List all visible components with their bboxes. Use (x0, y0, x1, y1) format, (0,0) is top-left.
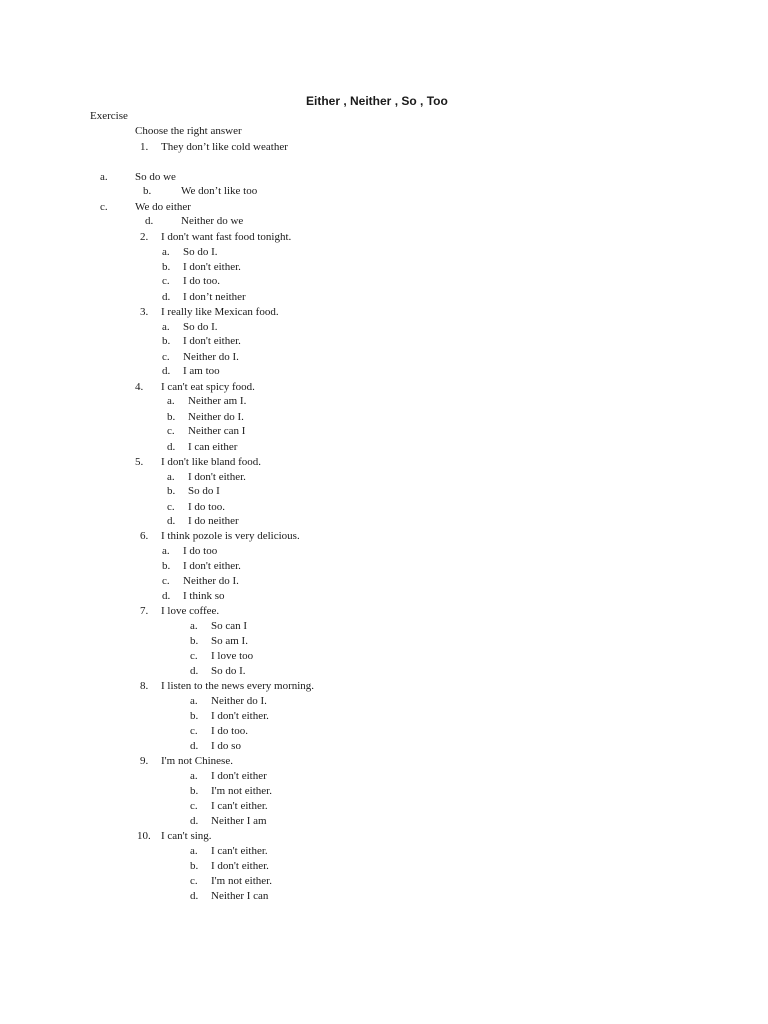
question-number: 7. (140, 605, 149, 617)
option-letter: a. (190, 770, 198, 782)
option-text: I do so (211, 740, 241, 752)
option-text: I don't either. (188, 471, 246, 483)
option-text: I do too. (211, 725, 248, 737)
option-letter: b. (190, 860, 199, 872)
option-letter: a. (190, 695, 198, 707)
option-letter: d. (190, 740, 199, 752)
option-text: So do I. (183, 246, 218, 258)
question-number: 2. (140, 231, 149, 243)
option-text: I do too (183, 545, 218, 557)
option-letter: d. (190, 665, 199, 677)
option-letter: b. (143, 185, 152, 197)
instruction-text: Choose the right answer (135, 125, 242, 137)
option-text: I can't either. (211, 800, 268, 812)
option-text: I do neither (188, 515, 239, 527)
question-number: 8. (140, 680, 149, 692)
option-letter: b. (167, 411, 176, 423)
option-text: Neither I can (211, 890, 269, 902)
option-letter: b. (167, 485, 176, 497)
option-text: Neither I am (211, 815, 267, 827)
option-text: I don't either. (183, 261, 241, 273)
option-letter: b. (162, 261, 171, 273)
question-number: 5. (135, 456, 144, 468)
option-text: So do I. (211, 665, 246, 677)
option-text: I do too. (188, 501, 225, 513)
option-text: We don’t like too (181, 185, 258, 197)
option-letter: a. (162, 321, 170, 333)
option-letter: d. (162, 291, 171, 303)
option-text: I don't either. (183, 335, 241, 347)
question-text: I love coffee. (161, 605, 220, 617)
option-text: So do I (188, 485, 220, 497)
option-text: Neither do we (181, 215, 244, 227)
option-text: I don't either. (211, 710, 269, 722)
question-text: I'm not Chinese. (161, 755, 233, 767)
question-number: 4. (135, 381, 144, 393)
option-letter: d. (162, 590, 171, 602)
option-text: So can I (211, 620, 248, 632)
option-text: Neither do I. (183, 575, 239, 587)
option-text: Neither do I. (211, 695, 267, 707)
option-text: So do we (135, 171, 176, 183)
option-text: I'm not either. (211, 875, 272, 887)
page-title: Either , Neither , So , Too (306, 94, 448, 108)
option-text: I think so (183, 590, 225, 602)
option-text: Neither am I. (188, 395, 247, 407)
option-text: I'm not either. (211, 785, 272, 797)
option-text: I don’t neither (183, 291, 246, 303)
question-text: I really like Mexican food. (161, 306, 279, 318)
question-text: I think pozole is very delicious. (161, 530, 300, 542)
option-letter: b. (162, 335, 171, 347)
option-letter: a. (162, 246, 170, 258)
option-letter: c. (190, 650, 198, 662)
question-text: I can't sing. (161, 830, 212, 842)
option-text: So do I. (183, 321, 218, 333)
option-text: I do too. (183, 275, 220, 287)
option-text: I don't either. (183, 560, 241, 572)
option-text: I don't either. (211, 860, 269, 872)
option-letter: a. (167, 471, 175, 483)
option-letter: c. (167, 425, 175, 437)
question-text: I don't like bland food. (161, 456, 262, 468)
option-letter: a. (167, 395, 175, 407)
option-letter: d. (145, 215, 154, 227)
question-text: I listen to the news every morning. (161, 680, 315, 692)
option-letter: a. (190, 845, 198, 857)
option-letter: c. (190, 725, 198, 737)
question-text: I can't eat spicy food. (161, 381, 255, 393)
option-letter: d. (190, 815, 199, 827)
option-text: I don't either (211, 770, 267, 782)
option-letter: c. (162, 575, 170, 587)
option-letter: b. (190, 635, 199, 647)
question-text: I don't want fast food tonight. (161, 231, 292, 243)
question-number: 3. (140, 306, 149, 318)
option-letter: a. (190, 620, 198, 632)
option-letter: a. (162, 545, 170, 557)
option-letter: b. (190, 710, 199, 722)
option-letter: a. (100, 171, 108, 183)
option-letter: d. (190, 890, 199, 902)
option-letter: d. (167, 515, 176, 527)
option-letter: b. (162, 560, 171, 572)
option-letter: c. (190, 800, 198, 812)
option-text: Neither can I (188, 425, 246, 437)
option-text: Neither do I. (183, 351, 239, 363)
option-letter: c. (167, 501, 175, 513)
option-letter: c. (190, 875, 198, 887)
question-number: 9. (140, 755, 149, 767)
option-letter: d. (167, 441, 176, 453)
option-letter: c. (162, 275, 170, 287)
option-letter: c. (162, 351, 170, 363)
option-letter: d. (162, 365, 171, 377)
question-number: 10. (137, 830, 151, 842)
option-text: I can't either. (211, 845, 268, 857)
question-number: 6. (140, 530, 149, 542)
exercise-label: Exercise (90, 110, 128, 122)
question-text: They don’t like cold weather (161, 141, 288, 153)
option-text: I love too (211, 650, 254, 662)
option-text: I am too (183, 365, 220, 377)
question-number: 1. (140, 141, 149, 153)
option-text: We do either (135, 201, 191, 213)
option-text: I can either (188, 441, 238, 453)
option-letter: c. (100, 201, 108, 213)
option-text: So am I. (211, 635, 248, 647)
option-text: Neither do I. (188, 411, 244, 423)
option-letter: b. (190, 785, 199, 797)
